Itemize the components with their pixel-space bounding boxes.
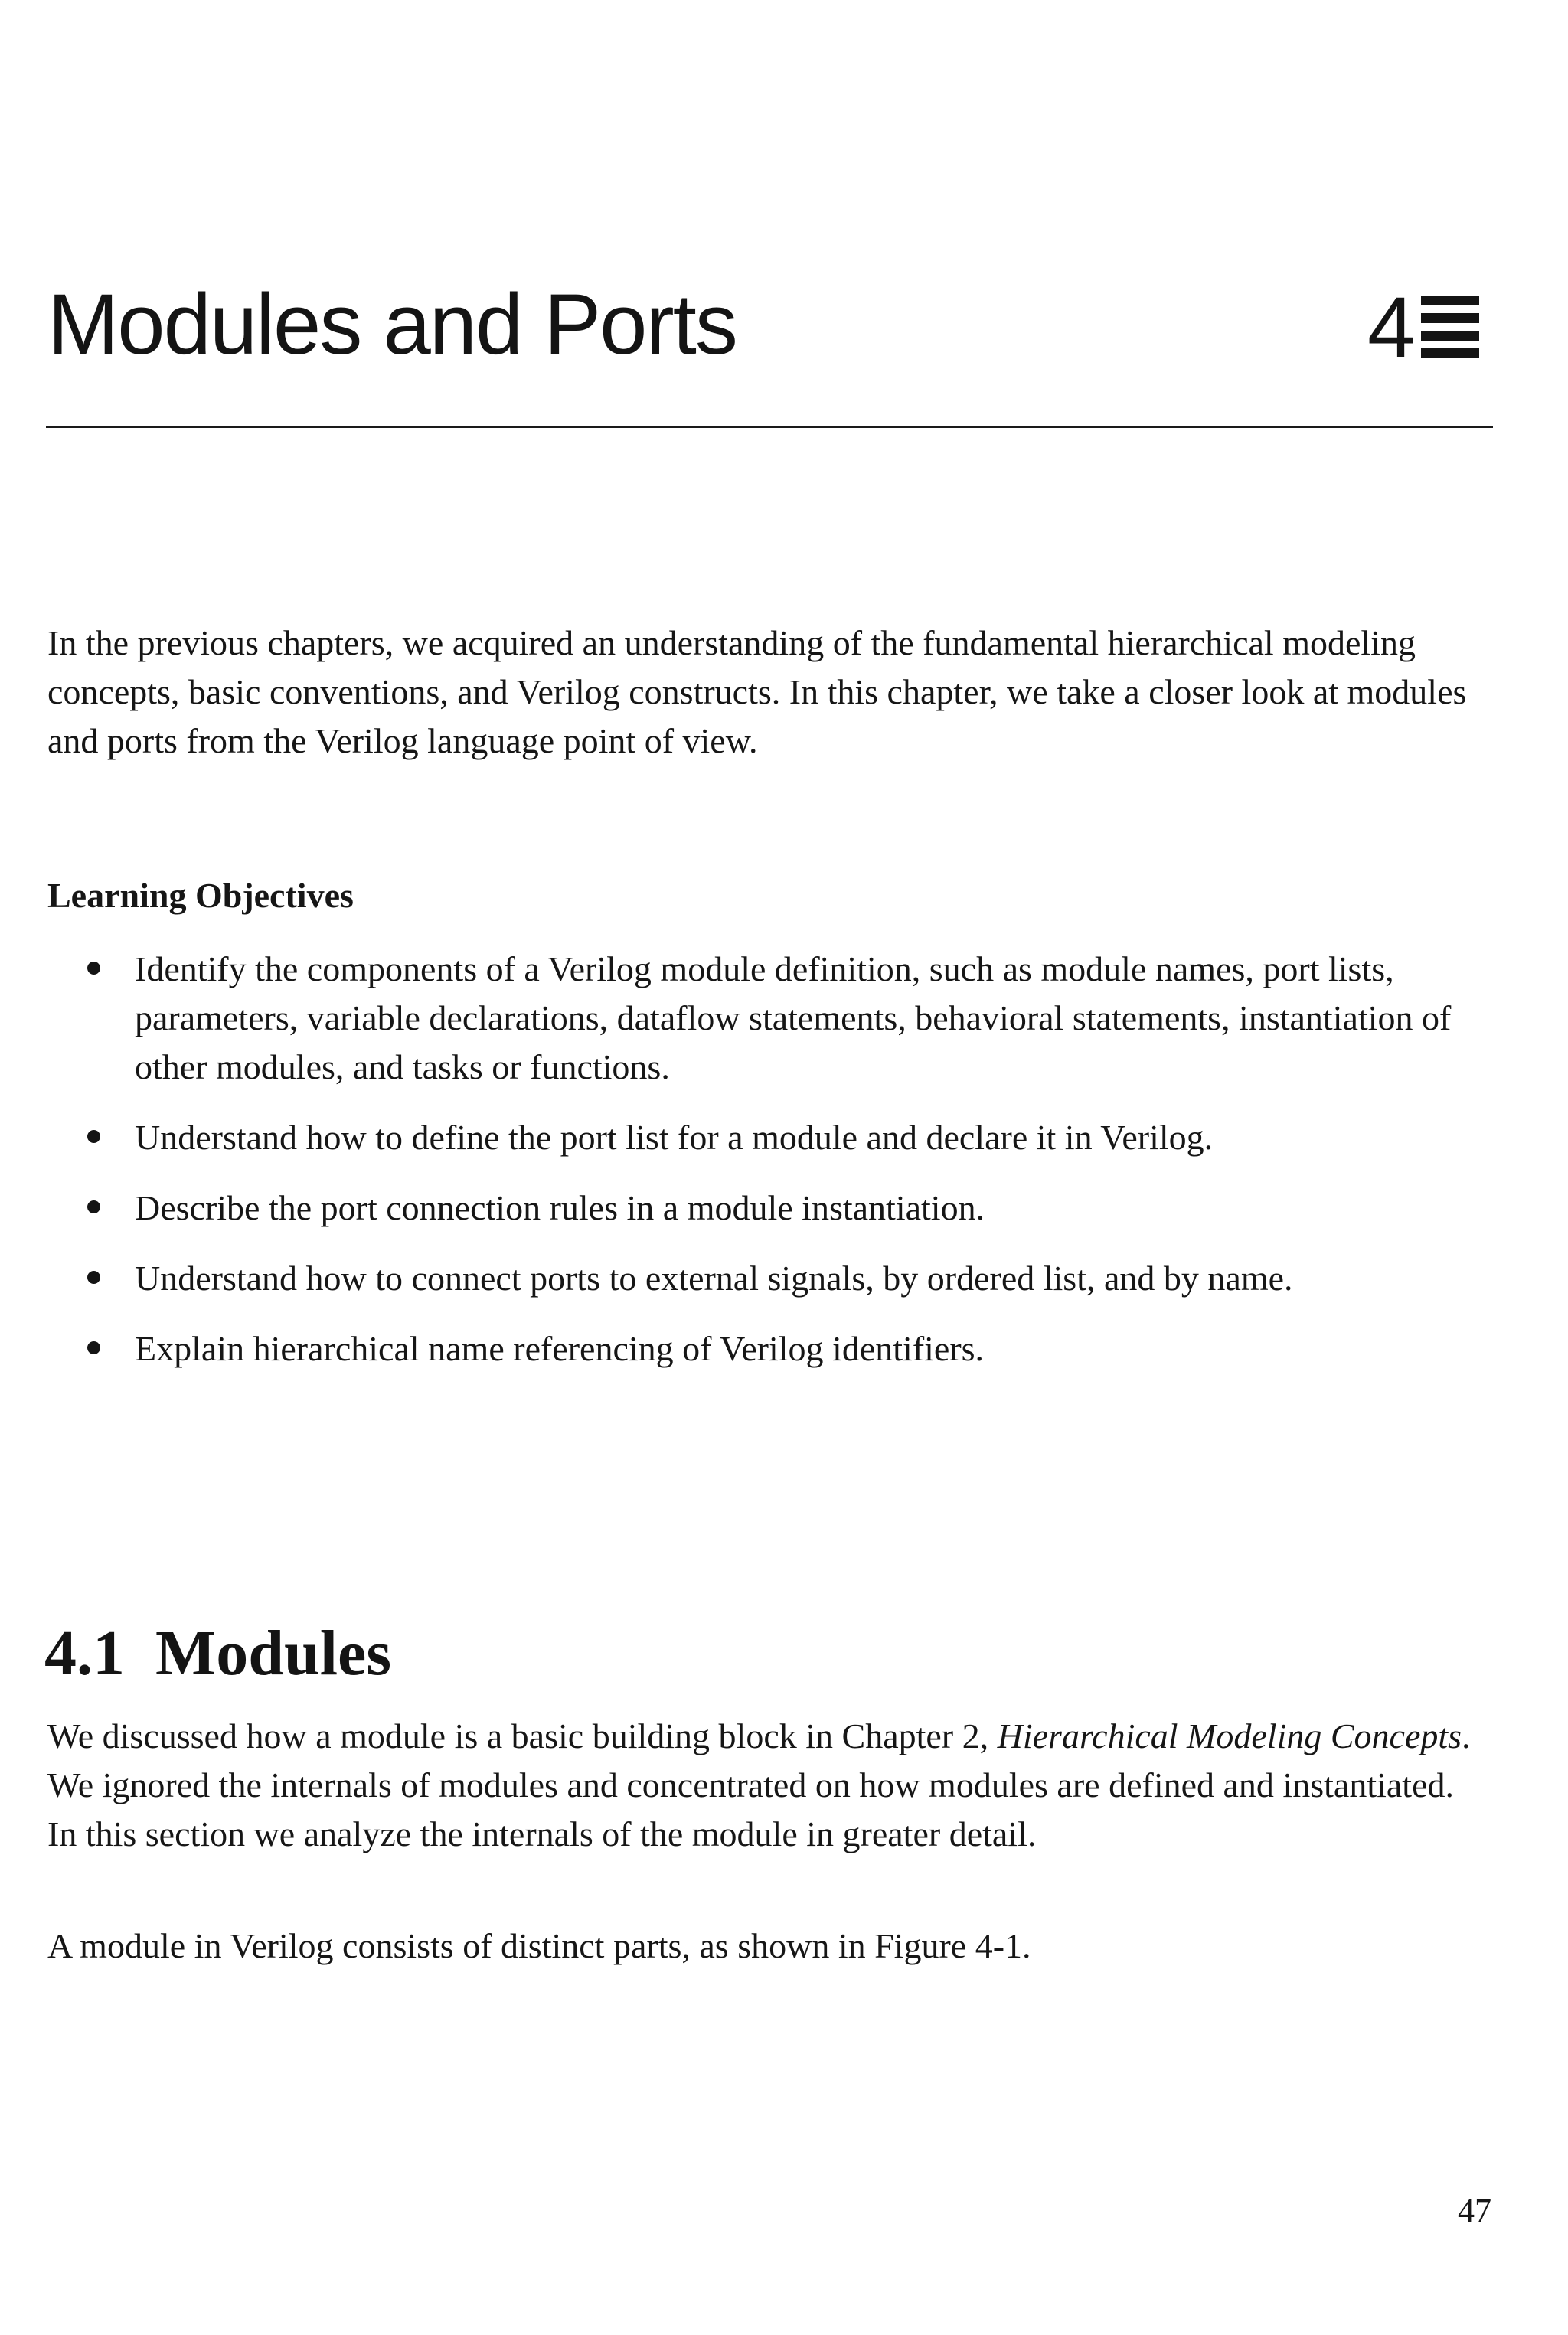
objective-text: Understand how to define the port list for a module and declare it in Verilog. bbox=[135, 1118, 1214, 1157]
chapter-bar bbox=[1421, 313, 1479, 323]
bullet-icon bbox=[87, 1341, 100, 1354]
page-number: 47 bbox=[1458, 2192, 1491, 2229]
objective-item bbox=[0, 945, 1490, 1092]
chapter-bar bbox=[1421, 348, 1479, 358]
objectives-heading: Learning Objectives bbox=[47, 876, 354, 915]
objective-item bbox=[0, 1113, 1490, 1162]
section-heading bbox=[44, 1618, 392, 1689]
chapter-bar bbox=[1421, 331, 1479, 341]
bullet-icon bbox=[87, 1130, 100, 1143]
section-number: 4.1 bbox=[44, 1618, 125, 1689]
bullet-icon bbox=[87, 1200, 100, 1213]
objective-item bbox=[0, 1184, 1490, 1233]
objective-item bbox=[0, 1254, 1490, 1303]
objective-text: Explain hierarchical name referencing of Verilog identifiers. bbox=[135, 1329, 985, 1368]
section-title: Modules bbox=[155, 1618, 392, 1689]
bullet-icon bbox=[87, 962, 100, 975]
section-paragraph-1 bbox=[47, 1712, 1487, 1859]
objective-text: Describe the port connection rules in a module instantiation. bbox=[135, 1188, 985, 1227]
chapter-number: 4 bbox=[1367, 279, 1416, 375]
header-rule bbox=[46, 426, 1493, 428]
chapter-bar bbox=[1421, 296, 1479, 305]
chapter-title: Modules and Ports bbox=[47, 276, 737, 372]
chapter-bars-icon bbox=[1421, 296, 1479, 358]
section-p1-text-end: . We ignored the internals of modules and concentrated on how modules are defined and instantiated. In this section we analyze the internals of the module in greater detail. bbox=[47, 1716, 1471, 1853]
chapter-reference: Hierarchical Modeling Concepts bbox=[997, 1716, 1462, 1755]
objective-text: Identify the components of a Verilog module definition, such as module names, port lists, parameters, variable declarations, dataflow statements, behavioral statements, instantiation of other modules, and tasks or functions. bbox=[135, 949, 1452, 1086]
objectives-list bbox=[0, 945, 1568, 1395]
section-paragraph-2: A module in Verilog consists of distinct parts, as shown in Figure 4-1. bbox=[47, 1926, 1031, 1965]
chapter-number-block bbox=[1367, 279, 1479, 375]
bullet-icon bbox=[87, 1271, 100, 1284]
objective-item bbox=[0, 1324, 1490, 1373]
section-p1-text: We discussed how a module is a basic building block in Chapter 2, bbox=[47, 1716, 998, 1755]
objective-text: Understand how to connect ports to external signals, by ordered list, and by name. bbox=[135, 1259, 1293, 1298]
intro-paragraph: In the previous chapters, we acquired an understanding of the fundamental hierarchical modeling concepts, basic conventions, and Verilog constructs. In this chapter, we take a closer look at modules and ports from the Verilog language point of view. bbox=[47, 623, 1467, 760]
